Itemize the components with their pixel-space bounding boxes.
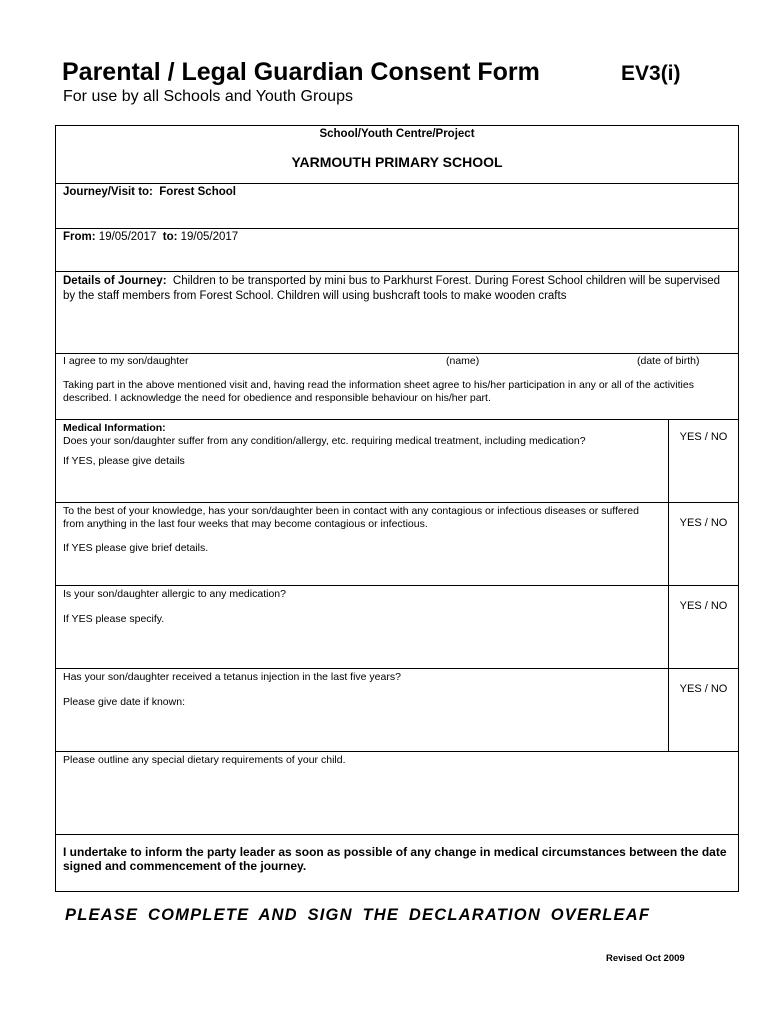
agree-section	[56, 354, 738, 420]
journey-label: Journey/Visit to:	[63, 186, 153, 198]
consent-form	[55, 125, 739, 892]
yes-no-answer[interactable]: YES / NO	[668, 420, 738, 502]
yes-no-answer[interactable]: YES / NO	[668, 503, 738, 585]
details-section[interactable]	[56, 272, 738, 354]
yes-no-answer[interactable]: YES / NO	[668, 586, 738, 668]
medical-question-text: Has your son/daughter received a tetanus injection in the last five years?	[63, 671, 401, 683]
medical-followup[interactable]: If YES please specify.	[63, 613, 165, 625]
medical-question-4	[56, 669, 738, 752]
medical-question-2	[56, 503, 738, 586]
form-code: EV3(i)	[621, 62, 681, 85]
school-label: School/Youth Centre/Project	[319, 128, 475, 140]
dietary-section[interactable]	[56, 752, 738, 835]
agree-line	[63, 355, 731, 369]
to-label: to:	[162, 231, 178, 243]
overleaf-notice: PLEASE COMPLETE AND SIGN THE DECLARATION OVERLEAF	[65, 906, 651, 924]
details-text[interactable]: Children to be transported by mini bus to Parkhurst Forest. During Forest School children will be supervised by the staff members from Forest School. Children will using bushcraft tools to make wooden crafts	[63, 275, 721, 302]
form-subtitle: For use by all Schools and Youth Groups	[63, 88, 353, 105]
agree-lead: I agree to my son/daughter	[63, 355, 189, 367]
medical-heading: Medical Information:	[63, 422, 166, 434]
to-value[interactable]: 19/05/2017	[180, 231, 239, 243]
undertaking-text: I undertake to inform the party leader as soon as possible of any change in medical circumstances between the date signed and commencement of the journey.	[63, 845, 727, 873]
medical-followup[interactable]: If YES please give brief details.	[63, 542, 209, 554]
agree-dob-label[interactable]: (date of birth)	[637, 355, 700, 367]
journey-value[interactable]: Forest School	[159, 186, 236, 198]
dates-section[interactable]	[56, 229, 738, 272]
form-title: Parental / Legal Guardian Consent Form	[62, 58, 540, 86]
dietary-text: Please outline any special dietary requirements of your child.	[63, 754, 346, 766]
agree-name-label[interactable]: (name)	[446, 355, 480, 367]
school-section	[56, 126, 738, 184]
from-label: From:	[63, 231, 96, 243]
undertaking-section	[56, 835, 738, 891]
agree-text: Taking part in the above mentioned visit and, having read the information sheet agree to his/her participation in any or all of the activities described. I acknowledge the need for obedience and responsible behaviour on his/her part.	[63, 379, 694, 404]
medical-question-text: Does your son/daughter suffer from any condition/allergy, etc. requiring medical treatment, including medication?	[63, 435, 586, 447]
medical-followup[interactable]: If YES, please give details	[63, 455, 185, 467]
journey-section[interactable]	[56, 184, 738, 229]
revised-date: Revised Oct 2009	[606, 953, 685, 964]
from-value[interactable]: 19/05/2017	[98, 231, 157, 243]
medical-question-3	[56, 586, 738, 669]
yes-no-answer[interactable]: YES / NO	[668, 669, 738, 751]
medical-followup[interactable]: Please give date if known:	[63, 696, 185, 708]
medical-question-text: To the best of your knowledge, has your son/daughter been in contact with any contagious or infectious diseases or suffered from anything in the last four weeks that may become contagious or infectious.	[63, 505, 639, 530]
medical-question-1	[56, 420, 738, 503]
medical-question-text: Is your son/daughter allergic to any medication?	[63, 588, 286, 600]
details-label: Details of Journey:	[63, 275, 167, 287]
school-name[interactable]: YARMOUTH PRIMARY SCHOOL	[291, 154, 503, 170]
